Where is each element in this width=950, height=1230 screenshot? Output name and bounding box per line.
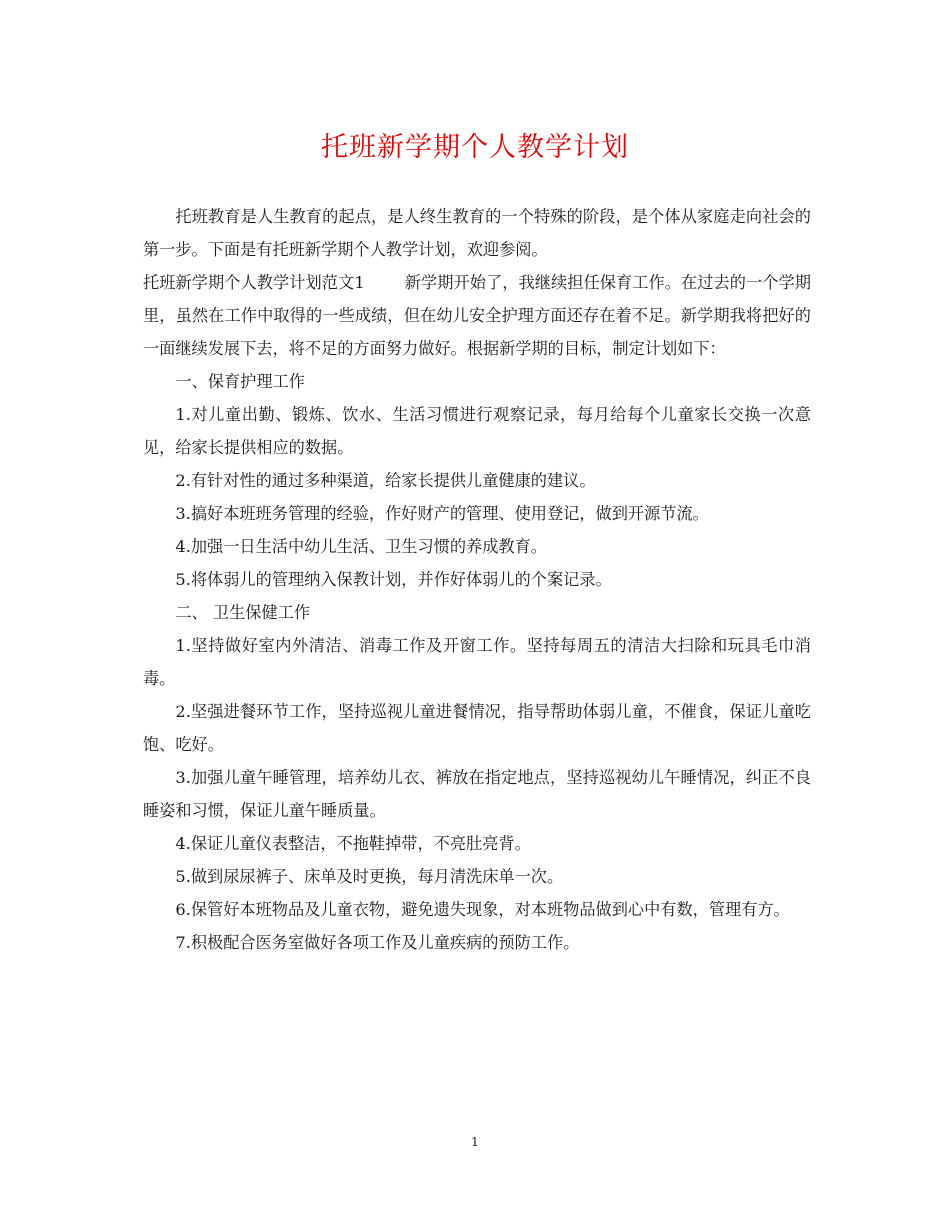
list-item: 3.加强儿童午睡管理，培养幼儿衣、裤放在指定地点，坚持巡视幼儿午睡情况，纠正不良睡姿和习惯，保证儿童午睡质量。 xyxy=(143,768,811,820)
list-item: 1.对儿童出勤、锻炼、饮水、生活习惯进行观察记录，每月给每个儿童家长交换一次意见，给家长提供相应的数据。 xyxy=(143,405,811,457)
list-item: 2.坚强进餐环节工作，坚持巡视儿童进餐情况，指导帮助体弱儿童，不催食，保证儿童吃饱、吃好。 xyxy=(143,702,811,754)
list-item: 4.加强一日生活中幼儿生活、卫生习惯的养成教育。 xyxy=(175,537,547,556)
page-number: 1 xyxy=(471,1135,479,1149)
section-heading: 二、 卫生保健工作 xyxy=(175,603,311,622)
list-item: 7.积极配合医务室做好各项工作及儿童疾病的预防工作。 xyxy=(175,933,580,952)
section-heading: 一、保育护理工作 xyxy=(175,372,305,391)
list-item: 5.做到尿尿裤子、床单及时更换，每月清洗床单一次。 xyxy=(175,867,564,886)
list-item: 1.坚持做好室内外清洁、消毒工作及开窗工作。坚持每周五的清洁大扫除和玩具毛巾消毒。 xyxy=(143,636,811,688)
list-item: 5.将体弱儿的管理纳入保教计划，并作好体弱儿的个案记录。 xyxy=(175,570,612,589)
list-item: 3.搞好本班班务管理的经验，作好财产的管理、使用登记，做到开源节流。 xyxy=(175,504,709,523)
list-item: 6.保管好本班物品及儿童衣物，避免遗失现象，对本班物品做到心中有数，管理有方。 xyxy=(175,900,790,919)
intro-paragraph: 托班教育是人生教育的起点，是人终生教育的一个特殊的阶段，是个体从家庭走向社会的第一步。下面是有托班新学期个人教学计划，欢迎参阅。 xyxy=(143,207,811,259)
document-body xyxy=(143,200,811,959)
list-item: 4.保证儿童仪表整洁，不拖鞋掉带，不亮肚亮背。 xyxy=(175,834,531,853)
sample-heading: 托班新学期个人教学计划范文1 xyxy=(143,273,365,292)
sample-paragraph xyxy=(143,266,811,365)
sample-text: 新学期开始了，我继续担任保育工作。在过去的一个学期里，虽然在工作中取得的一些成绩，但在幼儿安全护理方面还存在着不足。新学期我将把好的一面继续发展下去，将不足的方面努力做好。根据新学期的目标，制定计划如下： xyxy=(143,273,811,358)
list-item: 2.有针对性的通过多种渠道，给家长提供儿童健康的建议。 xyxy=(175,471,596,490)
document-title: 托班新学期个人教学计划 xyxy=(321,132,629,163)
